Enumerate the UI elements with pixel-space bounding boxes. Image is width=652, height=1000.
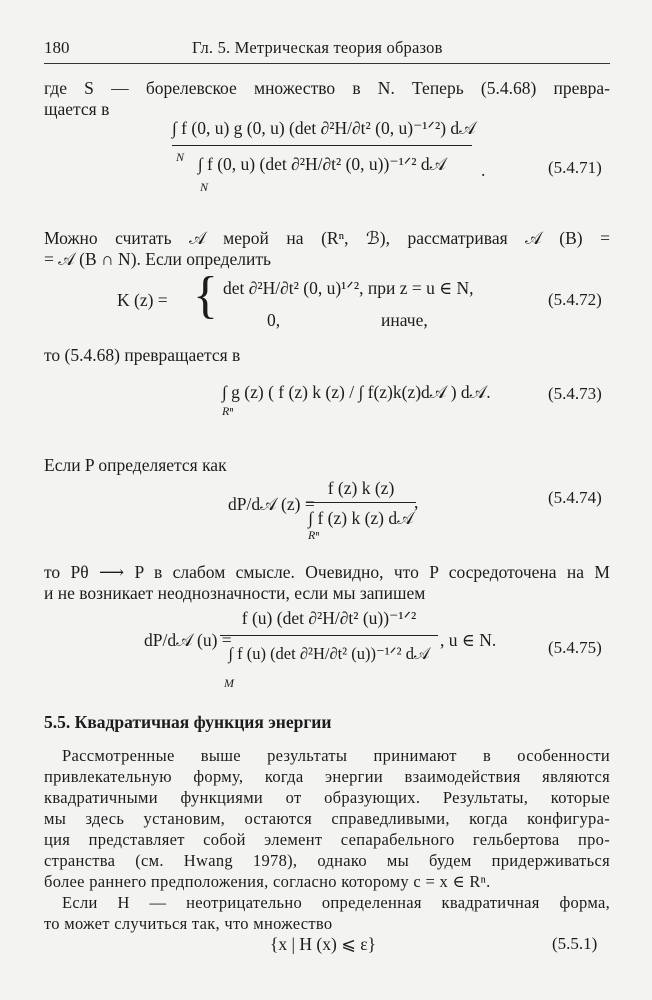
brace: { — [193, 267, 218, 324]
equation-5-4-73 — [222, 382, 522, 442]
equation-label: (5.4.71) — [548, 158, 602, 177]
para-line: ция представляет собой элемент сепарабельного гельбертова про- — [44, 830, 610, 849]
para-line: привлекательную форму, когда энергии взаимодействия являются — [44, 767, 610, 786]
equation-label: (5.4.73) — [548, 384, 602, 403]
para-line: странства (см. Hwang 1978), однако мы будем придерживаться — [44, 851, 610, 870]
equation-numerator: f (u) (det ∂²H/∂t² (u))⁻¹ᐟ² — [220, 608, 438, 636]
equation-denominator: ∫ f (0, u) (det ∂²H/∂t² (0, u))⁻¹ᐟ² d𝒜 — [197, 154, 447, 174]
equation-tail: , u ∈ N. — [440, 630, 497, 650]
equation-period: . — [481, 160, 486, 180]
equation-denominator: ∫ f (z) k (z) d𝒜 — [308, 508, 414, 528]
case-2-condition: иначе, — [381, 310, 428, 330]
para-line: Можно считать 𝒜 мерой на (Rⁿ, ℬ), рассматривая 𝒜 (B) = — [44, 228, 610, 248]
equation-numerator: ∫ f (0, u) g (0, u) (det ∂²H/∂t² (0, u)⁻¹ᐟ²) d𝒜 — [172, 118, 476, 138]
page-number: 180 — [44, 38, 70, 57]
equation-5-4-71 — [172, 118, 476, 194]
integral-domain: Rⁿ — [222, 404, 234, 418]
integral-domain: M — [224, 676, 234, 690]
equation-lhs: dP/d𝒜 (u) = — [144, 630, 232, 650]
equation-label: (5.4.72) — [548, 290, 602, 309]
equation-5-5-1: {x | H (x) ⩽ ε} — [270, 934, 376, 954]
equation-label: (5.4.74) — [548, 488, 602, 507]
para-line: то (5.4.68) превращается в — [44, 345, 241, 365]
para-line: более раннего предположения, согласно которому c = x ∈ Rⁿ. — [44, 872, 491, 891]
equation-label: (5.5.1) — [552, 934, 598, 953]
equation-comma: , — [414, 492, 419, 512]
running-header — [44, 38, 614, 64]
para-line: то Pθ ⟶ P в слабом смысле. Очевидно, что P сосредоточена на M — [44, 562, 610, 582]
equation-5-4-75 — [144, 604, 524, 696]
para-line: Если P определяется как — [44, 455, 227, 475]
para-line: то может случиться так, что множество — [44, 914, 333, 933]
equation-numerator: f (z) k (z) — [306, 478, 416, 503]
equation-body: ∫ g (z) ( f (z) k (z) / ∫ f(z)k(z)d𝒜 ) d𝒜. — [222, 382, 491, 402]
equation-label: (5.4.75) — [548, 638, 602, 657]
equation-denominator: ∫ f (u) (det ∂²H/∂t² (u))⁻¹ᐟ² d𝒜 — [228, 644, 430, 663]
para-line: Рассмотренные выше результаты принимают в особенности — [62, 746, 610, 765]
integral-domain: N — [176, 150, 185, 164]
section-heading: 5.5. Квадратичная функция энергии — [44, 712, 332, 732]
case-2-value: 0, — [267, 310, 281, 330]
equation-lhs: dP/d𝒜 (z) = — [228, 494, 315, 514]
para-line: = 𝒜 (B ∩ N). Если определить — [44, 249, 272, 269]
case-1: det ∂²H/∂t² (0, u)¹ᐟ², при z = u ∈ N, — [223, 278, 474, 298]
integral-domain: N — [200, 180, 209, 194]
equation-5-4-72 — [117, 267, 517, 334]
para-line: Если H — неотрицательно определенная квадратичная форма, — [62, 893, 610, 912]
equation-lhs: K (z) = — [117, 290, 168, 310]
equation-5-4-74 — [228, 478, 428, 548]
para-line: и не возникает неоднозначности, если мы запишем — [44, 583, 426, 603]
header-rule — [44, 63, 610, 64]
para-line: где S — борелевское множество в N. Теперь (5.4.68) превра- — [44, 78, 610, 98]
para-line: квадратичными функциями от образующих. Результаты, которые — [44, 788, 610, 807]
para-line: щается в — [44, 99, 110, 119]
para-line: мы здесь установим, остаются справедливыми, когда конфигура- — [44, 809, 610, 828]
integral-domain: Rⁿ — [308, 528, 320, 542]
running-title: Гл. 5. Метрическая теория образов — [192, 38, 443, 57]
